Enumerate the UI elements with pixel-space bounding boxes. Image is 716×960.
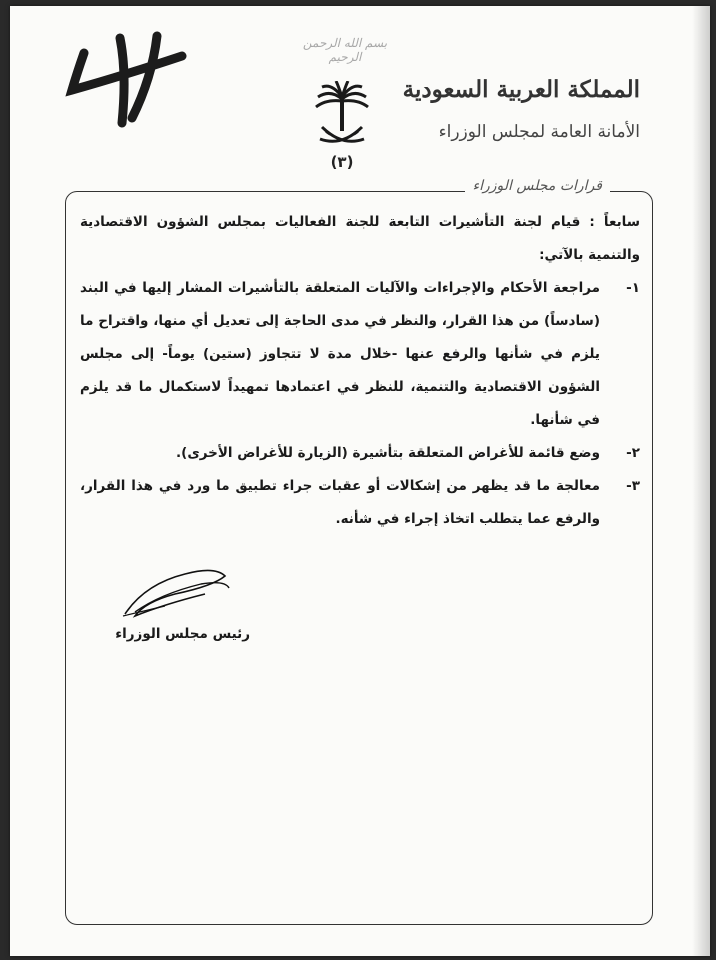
list-item (80, 437, 640, 470)
item-text: مراجعة الأحكام والإجراءات والآليات المتعلقة بالتأشيرات المشار إليها في البند (سادساً) من هذا القرار، والنظر في مدى الحاجة إلى تعديل أي منها، واقتراح ما يلزم في شأنها والرفع عنها -خلال مدة لا تتجاوز (ستين) يوماً- إلى مجلس الشؤون الاقتصادية والتنمية، للنظر في اعتمادها تمهيداً لاستكمال ما قد يلزم في شأنها. (80, 280, 600, 428)
secretariat-title: الأمانة العامة لمجلس الوزراء (438, 122, 640, 142)
kingdom-title: المملكة العربية السعودية (402, 76, 640, 103)
item-number: ١- (626, 280, 640, 296)
item-number: ٢- (626, 445, 640, 461)
handwritten-number-mark (62, 18, 212, 128)
page-edge-shadow (692, 6, 710, 956)
document-page (10, 6, 710, 956)
decision-frame-label: قرارات مجلس الوزراء (465, 178, 610, 194)
item-text: وضع قائمة للأغراض المتعلقة بتأشيرة (الزيارة للأغراض الأخرى). (176, 445, 600, 461)
list-item (80, 470, 640, 536)
item-number: ٣- (626, 478, 640, 494)
item-text: معالجة ما قد يظهر من إشكالات أو عقبات جراء تطبيق ما ورد في هذا القرار، والرفع عما يتطلب اتخاذ إجراء في شأنه. (80, 478, 600, 527)
page-number: (٣) (330, 153, 354, 171)
palm-swords-emblem-icon (312, 81, 372, 153)
decision-body (80, 206, 640, 536)
basmala-text: بسم الله الرحمن الرحيم (302, 36, 388, 64)
clause-seven-intro: سابعاً : قيام لجنة التأشيرات التابعة للجنة الفعاليات بمجلس الشؤون الاقتصادية والتنمية بالآتي: (80, 214, 640, 263)
signer-title: رئيس مجلس الوزراء (115, 626, 250, 642)
list-item (80, 272, 640, 437)
